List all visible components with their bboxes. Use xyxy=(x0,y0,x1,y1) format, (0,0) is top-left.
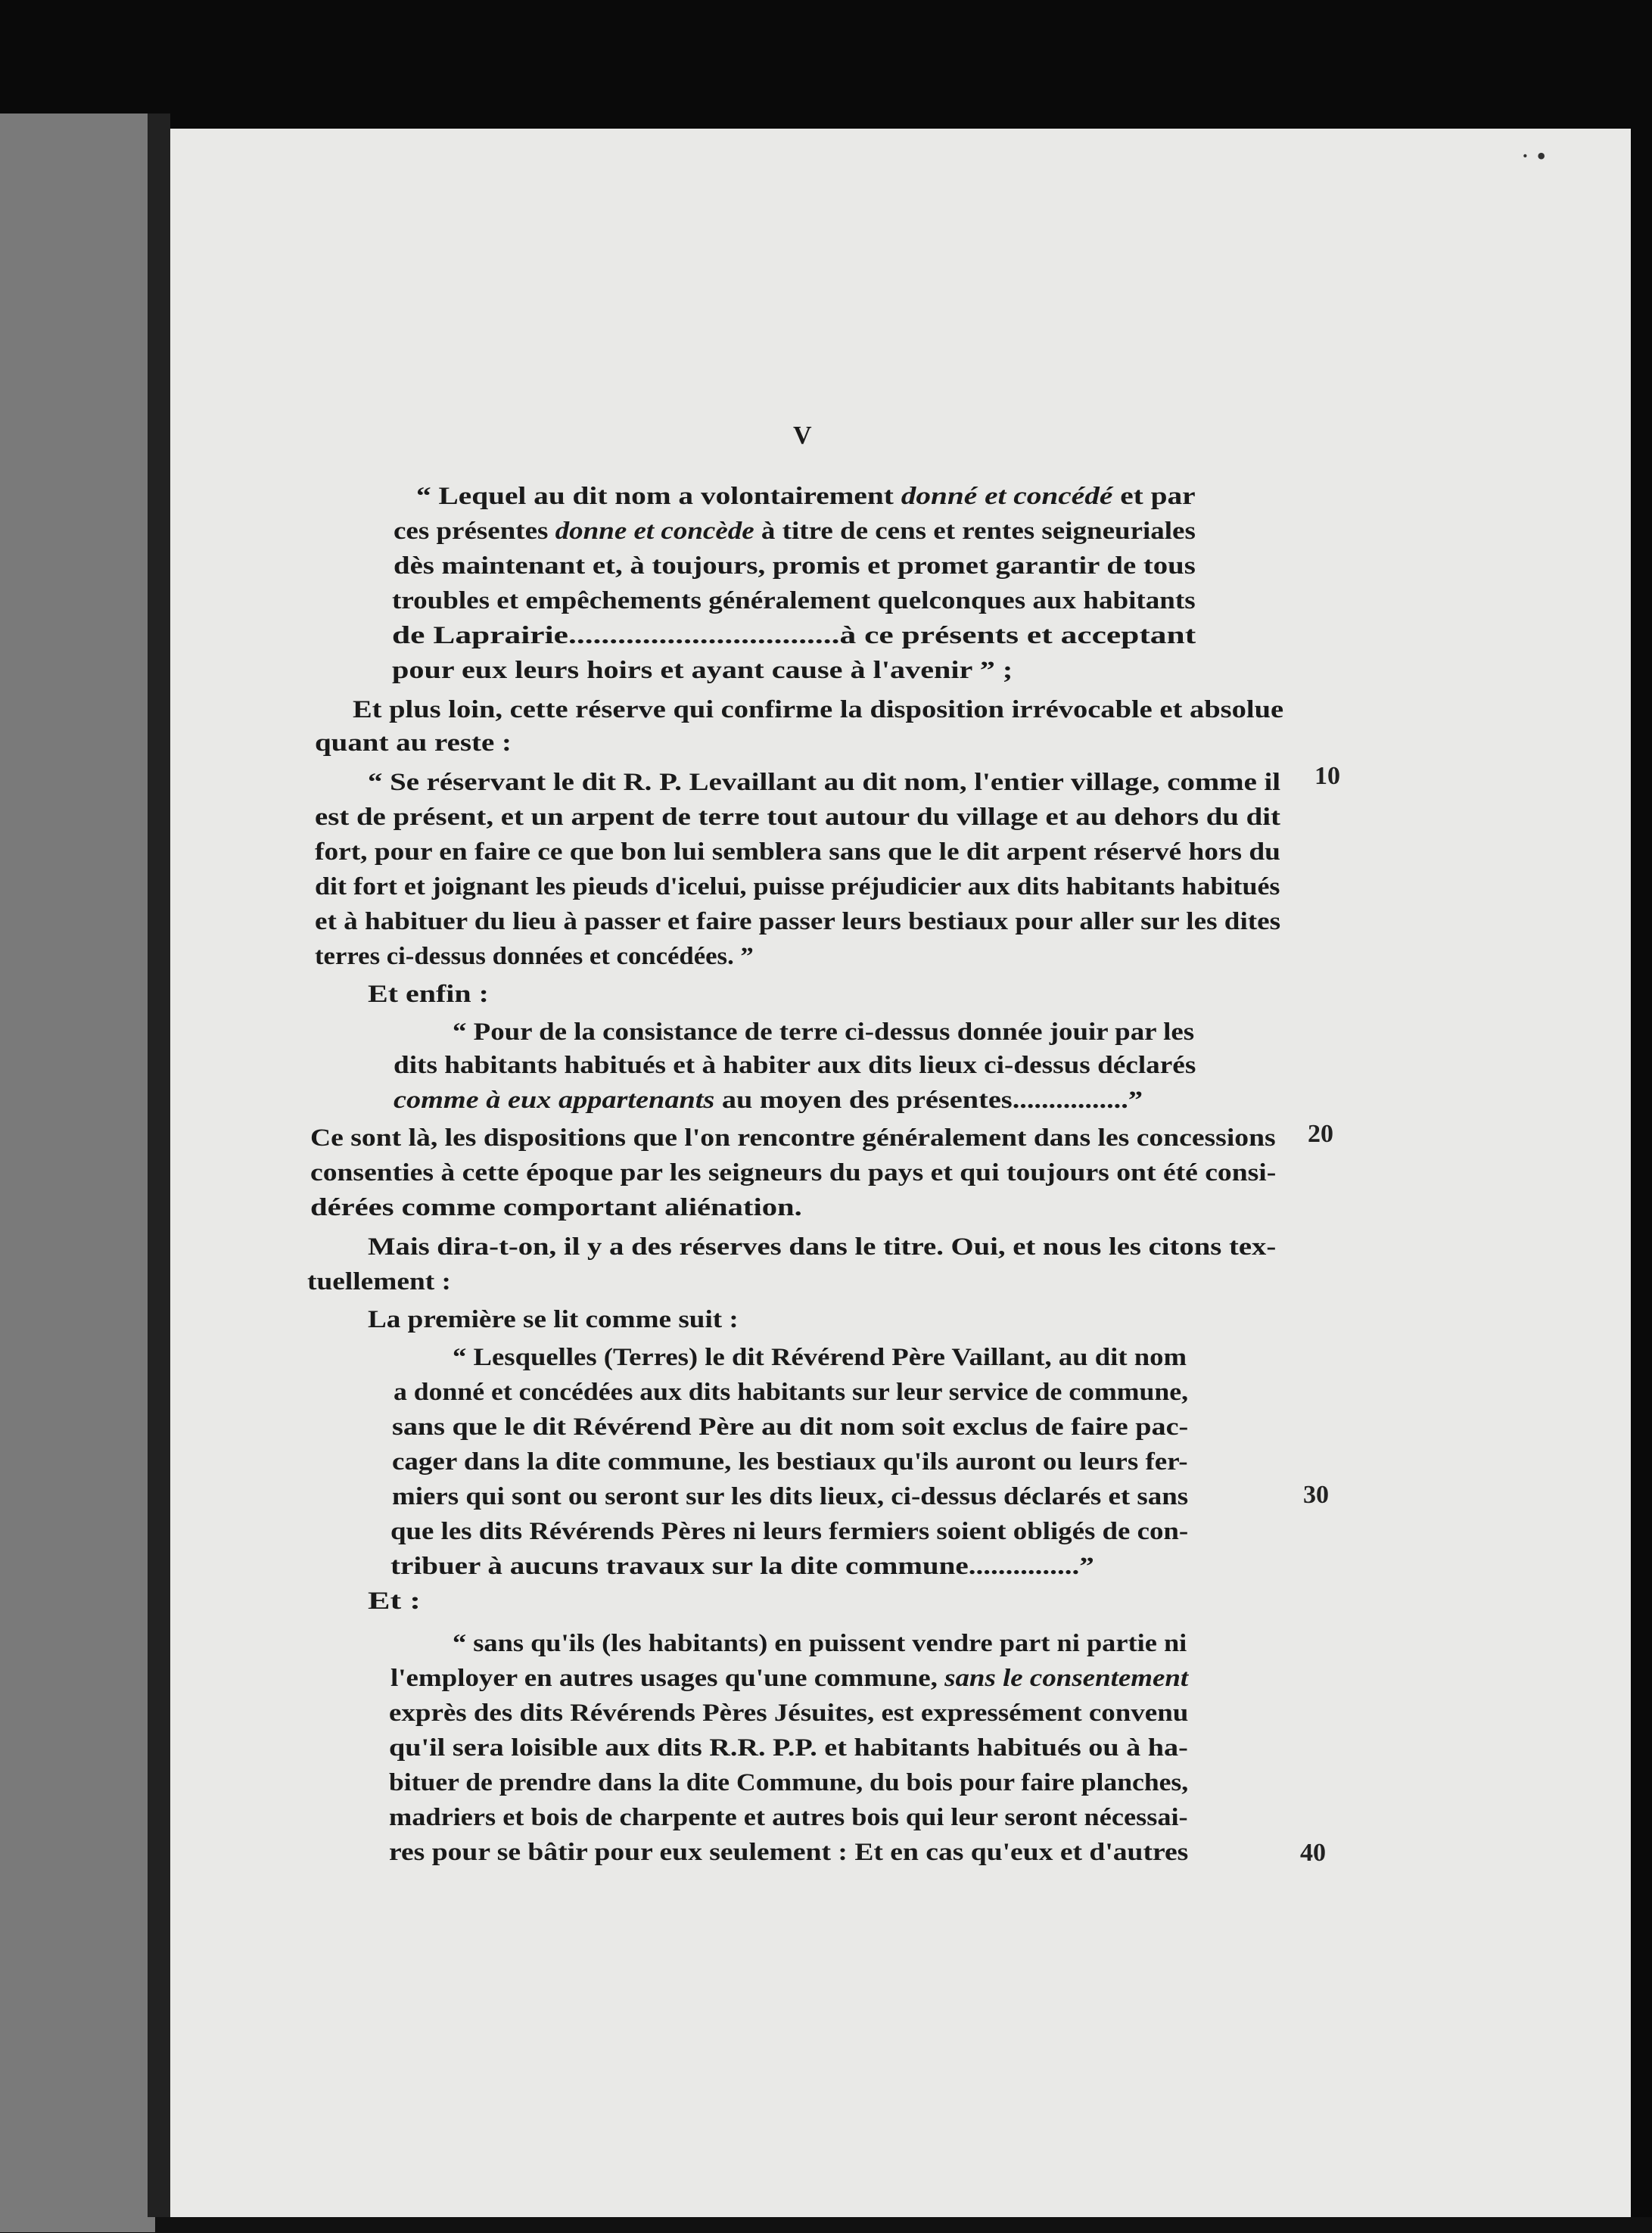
italic-phrase: donné et concédé xyxy=(901,483,1113,510)
page-gutter xyxy=(148,114,170,2217)
text-segment: “ Pour de la consistance de terre ci-dessus donnée jouir par les xyxy=(453,1019,1195,1046)
text-segment: sans que le dit Révérend Père au dit nom soit exclus de faire pac- xyxy=(392,1414,1189,1441)
text-segment: “ sans qu'ils (les habitants) en puissent vendre part ni partie ni xyxy=(453,1630,1187,1657)
text-line xyxy=(390,1660,1188,1697)
text-line xyxy=(315,834,1280,870)
text-segment: exprès des dits Révérends Pères Jésuites, est expressément convenu xyxy=(389,1700,1189,1727)
text-segment: au moyen des présentes................” xyxy=(714,1087,1143,1114)
text-segment: Et plus loin, cette réserve qui confirme la disposition irrévocable et absolue xyxy=(353,696,1284,723)
text-line xyxy=(453,1339,1187,1376)
text-segment: tribuer à aucuns travaux sur la dite commune...............” xyxy=(390,1553,1094,1580)
text-segment: madriers et bois de charpente et autres bois qui leur seront nécessai- xyxy=(389,1804,1188,1831)
text-line xyxy=(389,1695,1188,1731)
text-segment: “ Lesquelles (Terres) le dit Révérend Père Vaillant, au dit nom xyxy=(453,1344,1187,1371)
text-line xyxy=(315,725,512,761)
text-segment: dès maintenant et, à toujours, promis et promet garantir de tous xyxy=(394,552,1196,580)
text-segment: à titre de cens et rentes seigneuriales xyxy=(754,518,1196,545)
text-line xyxy=(394,1047,1196,1084)
text-line xyxy=(392,1444,1188,1480)
text-segment: fort, pour en faire ce que bon lui semblera sans que le dit arpent réservé hors du xyxy=(315,838,1280,866)
text-segment: Mais dira-t-on, il y a des réserves dans le titre. Oui, et nous les citons tex- xyxy=(368,1233,1277,1261)
text-line xyxy=(315,799,1280,835)
text-segment: terres ci-dessus données et concédées. ” xyxy=(315,943,754,970)
text-segment: Et enfin : xyxy=(368,981,489,1008)
text-line xyxy=(392,617,1196,654)
text-line xyxy=(392,583,1196,619)
italic-phrase: comme à eux appartenants xyxy=(394,1087,715,1114)
margin-line-number: 40 xyxy=(1300,1839,1326,1867)
text-segment: consenties à cette époque par les seigneurs du pays et qui toujours ont été consi- xyxy=(310,1159,1277,1186)
text-line xyxy=(310,1120,1276,1156)
text-line xyxy=(368,1302,739,1338)
text-segment: “ Lequel au dit nom a volontairement xyxy=(416,483,901,510)
italic-phrase: sans le consentement xyxy=(944,1665,1189,1692)
text-segment: et par xyxy=(1112,483,1196,510)
text-line xyxy=(389,1730,1188,1766)
text-line xyxy=(453,1625,1187,1662)
text-line xyxy=(353,692,1283,728)
text-line xyxy=(453,1014,1194,1050)
italic-phrase: donne et concède xyxy=(555,518,754,545)
text-segment: quant au reste : xyxy=(315,729,512,757)
text-line xyxy=(392,1479,1188,1515)
text-line xyxy=(389,1834,1188,1871)
text-segment: l'employer en autres usages qu'une commune, xyxy=(390,1665,945,1692)
text-line xyxy=(368,764,1280,801)
text-segment: qu'il sera loisible aux dits R.R. P.P. et habitants habitués ou à ha- xyxy=(389,1734,1188,1762)
margin-line-number: 30 xyxy=(1303,1481,1329,1509)
text-line xyxy=(394,1374,1188,1410)
left-page-edge xyxy=(0,114,155,2232)
text-line xyxy=(394,513,1196,549)
text-line xyxy=(389,1765,1188,1801)
text-line xyxy=(368,976,489,1012)
text-segment: res pour se bâtir pour eux seulement : Et en cas qu'eux et d'autres xyxy=(389,1839,1189,1866)
text-segment: Et : xyxy=(368,1588,422,1615)
page-bottom-border xyxy=(155,2217,1652,2233)
text-line xyxy=(394,1082,1143,1118)
text-line xyxy=(310,1155,1276,1191)
text-line xyxy=(310,1190,802,1226)
text-segment: “ Se réservant le dit R. P. Levaillant au dit nom, l'entier village, comme il xyxy=(368,769,1281,796)
page-number: V xyxy=(793,421,812,449)
text-line xyxy=(315,938,754,975)
text-segment: que les dits Révérends Pères ni leurs fermiers soient obligés de con- xyxy=(390,1518,1189,1545)
text-line xyxy=(315,869,1280,905)
text-segment: Ce sont là, les dispositions que l'on rencontre généralement dans les concessions xyxy=(310,1124,1276,1152)
text-line xyxy=(416,478,1196,515)
stray-mark: · • xyxy=(1520,141,1546,171)
text-line xyxy=(390,1548,1094,1585)
text-segment: tuellement : xyxy=(307,1268,452,1295)
text-segment: et à habituer du lieu à passer et faire passer leurs bestiaux pour aller sur les dites xyxy=(315,908,1281,935)
text-segment: miers qui sont ou seront sur les dits lieux, ci-dessus déclarés et sans xyxy=(392,1483,1189,1510)
text-line xyxy=(392,1409,1188,1445)
text-segment: a donné et concédées aux dits habitants sur leur service de commune, xyxy=(394,1379,1189,1406)
text-line xyxy=(389,1799,1188,1836)
margin-line-number: 10 xyxy=(1314,762,1340,790)
text-segment: pour eux leurs hoirs et ayant cause à l'avenir ” ; xyxy=(392,657,1013,684)
text-line xyxy=(390,1513,1188,1550)
text-segment: dérées comme comportant aliénation. xyxy=(310,1194,802,1221)
text-line xyxy=(315,903,1280,940)
text-line xyxy=(368,1583,421,1619)
text-segment: troubles et empêchements généralement quelconques aux habitants xyxy=(392,587,1196,614)
text-segment: est de présent, et un arpent de terre tout autour du village et au dehors du dit xyxy=(315,804,1280,831)
margin-line-number: 20 xyxy=(1308,1120,1333,1148)
text-line xyxy=(392,652,1013,689)
text-segment: bituer de prendre dans la dite Commune, du bois pour faire planches, xyxy=(389,1769,1189,1796)
text-line xyxy=(394,548,1196,584)
text-line xyxy=(307,1264,451,1300)
text-line xyxy=(368,1229,1276,1265)
text-segment: La première se lit comme suit : xyxy=(368,1306,739,1333)
text-segment: cager dans la dite commune, les bestiaux qu'ils auront ou leurs fer- xyxy=(392,1448,1188,1476)
text-segment: de Laprairie.................................à ce présents et acceptant xyxy=(392,622,1196,649)
text-segment: ces présentes xyxy=(394,518,555,545)
text-segment: dit fort et joignant les pieuds d'icelui, puisse préjudicier aux dits habitants habitués xyxy=(315,873,1280,900)
text-segment: dits habitants habitués et à habiter aux dits lieux ci-dessus déclarés xyxy=(394,1052,1196,1079)
